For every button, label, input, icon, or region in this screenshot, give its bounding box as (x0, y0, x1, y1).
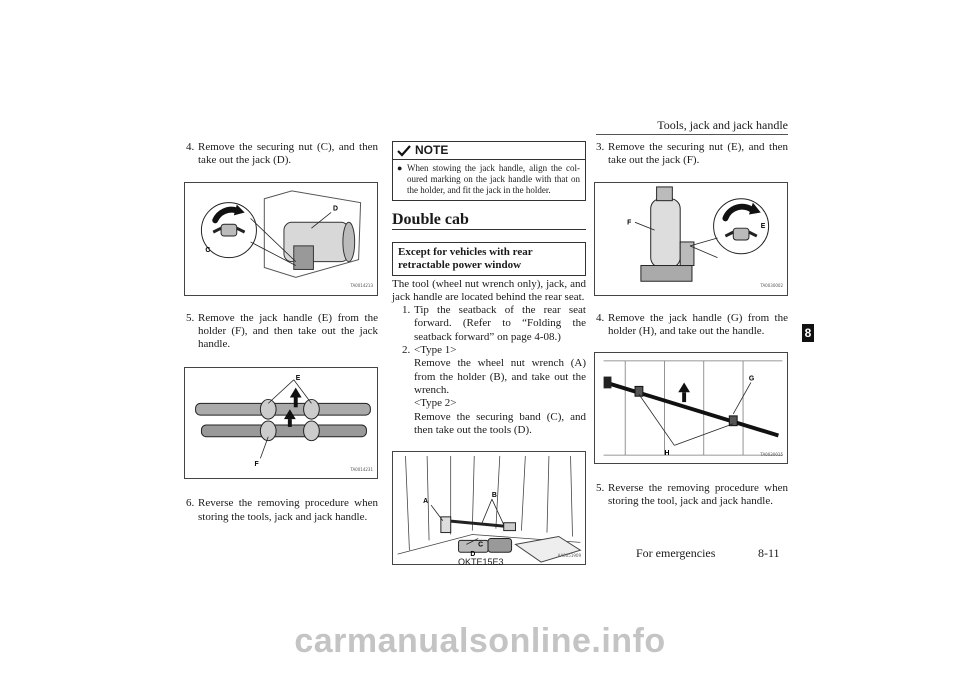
figure-code: TA0030002 (760, 283, 783, 289)
step-number: 5. (596, 482, 605, 495)
step-number: 6. (186, 497, 195, 510)
step-3-remove-jack (594, 141, 788, 168)
step-text: Remove the jack handle (G) from the holder (H), and take out the handle. (608, 311, 788, 337)
column-left (184, 141, 378, 524)
figure-code: TA0014213 (350, 283, 373, 289)
step-4-remove-jack (184, 141, 378, 168)
note-body (393, 160, 585, 200)
label-a: A (423, 498, 429, 506)
step-number: 1. (402, 304, 411, 317)
type2-text: Remove the securing band (C), and then take out the tools (D). (414, 410, 586, 436)
figure-jack-securing-nut (184, 182, 378, 296)
figure-bottle-jack (594, 182, 788, 296)
step-number: 3. (596, 141, 605, 153)
substep-2 (392, 344, 586, 357)
figure-rear-seat-tools (392, 451, 586, 565)
step-text: Reverse the removing procedure when storing the tool, jack and jack handle. (608, 482, 788, 508)
figure-handle-panel (594, 352, 788, 464)
label-c: C (478, 541, 484, 549)
step-4-remove-handle (594, 312, 788, 339)
step-text: Remove the jack handle (E) from the holder (F), and then take out the jack handle. (198, 311, 378, 351)
step-text: Remove the securing nut (C), and then take out the jack (D). (198, 141, 378, 167)
note-checkmark-icon (397, 145, 411, 157)
step-5-remove-handle (184, 312, 378, 352)
footer-page-number: 8-11 (758, 546, 780, 560)
step-number: 4. (186, 141, 195, 153)
type1-label: <Type 1> (414, 344, 457, 357)
watermark: carmanualsonline.info (294, 622, 666, 660)
intro-paragraph: The tool (wheel nut wrench only), jack, and jack handle are located behind the rear seat. (392, 277, 586, 303)
footer-section: For emergencies (636, 546, 716, 560)
figure-jack-handle-holder (184, 367, 378, 479)
jack-nut-illustration (185, 183, 377, 295)
bullet-icon: ● (397, 163, 403, 174)
section-title: Double cab (392, 213, 586, 229)
chapter-tab: 8 (802, 324, 814, 342)
figure-code: AA0051909 (557, 552, 581, 558)
label-e: E (295, 375, 301, 383)
step-text: Reverse the removing procedure when storing the tools, jack and jack handle. (198, 497, 378, 523)
label-c: C (205, 246, 211, 254)
label-b: B (491, 492, 497, 500)
label-f: F (254, 461, 259, 469)
note-label: NOTE (415, 143, 449, 157)
label-e: E (760, 222, 766, 230)
handle-holder-illustration (185, 368, 377, 478)
label-f: F (627, 218, 632, 226)
label-g: G (748, 375, 755, 383)
column-right (594, 141, 788, 509)
header-rule (596, 134, 788, 135)
substep-1 (392, 304, 586, 344)
bottle-jack-illustration (595, 183, 787, 295)
column-middle (392, 141, 586, 565)
type1-text: Remove the wheel nut wrench (A) from the holder (B), and take out the wrench. (414, 357, 586, 396)
handle-panel-illustration (595, 353, 787, 463)
header-title: Tools, jack and jack handle (657, 118, 788, 132)
step-number: 4. (596, 311, 605, 324)
note-box (392, 141, 586, 201)
step-6-reverse (184, 497, 378, 524)
step-number: 5. (186, 311, 195, 324)
step-number: 2. (402, 344, 411, 357)
condition-box: Except for vehicles with rear retractable power window (392, 242, 586, 276)
label-d: D (333, 205, 339, 213)
note-text: When stowing the jack handle, align the col-oured marking on the jack handle with that on the holder, and fit the jack in the holder. (407, 163, 580, 196)
rear-seat-tools-illustration (393, 452, 585, 564)
figure-code: TA0030015 (760, 451, 783, 457)
step-text: Remove the securing nut (E), and then take out the jack (F). (608, 141, 788, 167)
note-header (393, 142, 585, 160)
type2-label: <Type 2> (414, 397, 457, 410)
step-text: Tip the seatback of the rear seat forward. (Refer to “Folding the seatback forward” on page 4-08.) (414, 304, 586, 343)
figure-code: TA0014231 (350, 467, 373, 473)
footer-code: OKTE15E3 (458, 557, 504, 567)
step-5-reverse (594, 482, 788, 509)
label-d: D (470, 551, 476, 559)
label-h: H (664, 450, 670, 458)
